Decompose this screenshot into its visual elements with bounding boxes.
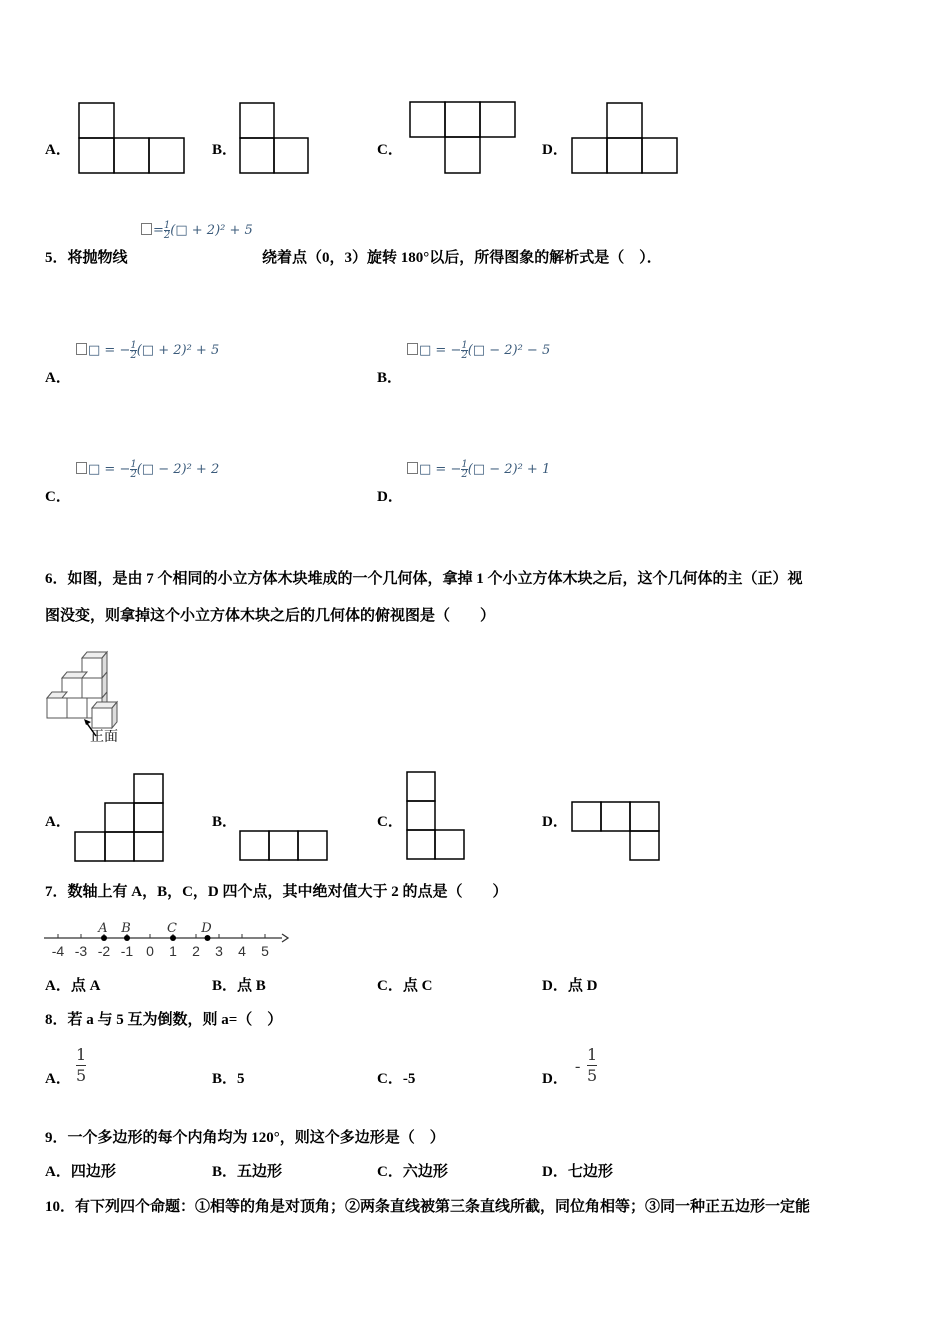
q9-text: 9．一个多边形的每个内角均为 120°，则这个多边形是（ ） bbox=[45, 1130, 445, 1146]
q6-option-d-label[interactable]: D． bbox=[542, 814, 568, 830]
fraction-denominator: 5 bbox=[76, 1066, 87, 1085]
number-line-tick-label: -3 bbox=[74, 943, 88, 959]
fraction-denominator: 5 bbox=[587, 1066, 598, 1085]
q5-suffix: 绕着点（0，3）旋转 180°以后，所得图象的解析式是（ ）． bbox=[262, 250, 662, 266]
fraction-denominator: 2 bbox=[130, 469, 137, 480]
option-label: C． bbox=[377, 1164, 403, 1180]
q9-option-c[interactable] bbox=[377, 1162, 448, 1182]
number-line-tick-label: 0 bbox=[146, 943, 154, 959]
formula-lead: □ = − bbox=[419, 343, 462, 358]
number-line-tick-label: 2 bbox=[192, 943, 200, 959]
option-text: 5 bbox=[237, 1071, 245, 1087]
q7-option-b[interactable] bbox=[212, 976, 266, 996]
q5-option-d-label[interactable]: D． bbox=[377, 489, 403, 505]
q5-formula-tail: (□ + 2)² + 5 bbox=[170, 223, 253, 238]
q8-option-d-label[interactable]: D． bbox=[542, 1071, 568, 1087]
option-text: 四边形 bbox=[70, 1164, 116, 1180]
q5-option-a-formula bbox=[75, 341, 219, 360]
q8-option-d-sign: - bbox=[575, 1058, 581, 1075]
q6-text-line1: 6．如图，是由 7 个相同的小立方体木块堆成的一个几何体，拿掉 1 个小立方体木块之后，这个几何体的主（正）视 bbox=[45, 571, 803, 587]
q4-option-b-figure bbox=[239, 102, 314, 174]
formula-tail: (□ − 2)² + 2 bbox=[136, 462, 220, 477]
q4-option-b-label[interactable]: B． bbox=[212, 142, 238, 158]
option-text: 六边形 bbox=[402, 1164, 448, 1180]
fraction-numerator: 1 bbox=[130, 459, 137, 470]
fraction-numerator: 1 bbox=[76, 1045, 87, 1064]
formula-placeholder-box bbox=[407, 343, 418, 355]
formula-tail: (□ − 2)² − 5 bbox=[467, 343, 551, 358]
formula-placeholder-box bbox=[141, 223, 152, 235]
fraction-numerator: 1 bbox=[587, 1045, 598, 1064]
q9-option-a[interactable] bbox=[45, 1162, 116, 1182]
fraction-denominator: 2 bbox=[163, 230, 171, 241]
q4-option-d-figure bbox=[571, 102, 681, 174]
q6-option-d-figure bbox=[571, 801, 663, 863]
option-text: 七边形 bbox=[567, 1164, 613, 1180]
option-label: A． bbox=[45, 1164, 71, 1180]
number-line-tick-label: 4 bbox=[238, 943, 246, 959]
q8-option-a-fraction bbox=[76, 1045, 86, 1086]
option-label: C． bbox=[377, 978, 403, 994]
option-label: B． bbox=[212, 1071, 238, 1087]
option-label: D． bbox=[542, 1164, 568, 1180]
q6-option-a-label[interactable]: A． bbox=[45, 814, 71, 830]
q6-text-line2: 图没变，则拿掉这个小立方体木块之后的几何体的俯视图是（ ） bbox=[45, 608, 496, 624]
q6-option-b-figure bbox=[239, 830, 331, 862]
fraction-numerator: 1 bbox=[163, 220, 171, 231]
q7-option-d[interactable] bbox=[542, 976, 597, 996]
q4-option-c-label[interactable]: C． bbox=[377, 142, 403, 158]
formula-placeholder-box bbox=[76, 462, 87, 474]
q6-option-c-figure bbox=[406, 771, 468, 863]
q8-option-b[interactable] bbox=[212, 1069, 245, 1089]
q4-option-a-figure bbox=[78, 102, 188, 174]
q5-parabola-formula bbox=[140, 221, 253, 240]
option-text: 点 D bbox=[567, 978, 598, 994]
fraction-numerator: 1 bbox=[461, 459, 468, 470]
option-label: C． bbox=[377, 1071, 403, 1087]
q6-figure-caption: 正面 bbox=[90, 729, 118, 745]
option-text: -5 bbox=[402, 1071, 416, 1087]
q5-option-d-formula bbox=[406, 460, 550, 479]
formula-placeholder-box bbox=[407, 462, 418, 474]
q5-formula-lead: = bbox=[153, 223, 164, 238]
number-line-point-label: B bbox=[121, 921, 131, 936]
fraction-denominator: 2 bbox=[461, 350, 468, 361]
fraction-denominator: 2 bbox=[130, 350, 137, 361]
formula-placeholder-box bbox=[76, 343, 87, 355]
q8-option-c[interactable] bbox=[377, 1069, 415, 1089]
q4-option-a-label[interactable]: A． bbox=[45, 142, 71, 158]
q7-option-c[interactable] bbox=[377, 976, 432, 996]
q5-option-c-formula bbox=[75, 460, 219, 479]
formula-lead: □ = − bbox=[88, 462, 131, 477]
fraction-denominator: 2 bbox=[461, 469, 468, 480]
number-line-point-label: D bbox=[201, 921, 212, 936]
option-label: B． bbox=[212, 978, 238, 994]
q7-option-a[interactable] bbox=[45, 976, 100, 996]
q5-option-b-label[interactable]: B． bbox=[377, 370, 403, 386]
q9-option-b[interactable] bbox=[212, 1162, 282, 1182]
option-text: 五边形 bbox=[237, 1164, 283, 1180]
formula-lead: □ = − bbox=[88, 343, 131, 358]
option-label: B． bbox=[212, 1164, 238, 1180]
q4-option-d-label[interactable]: D． bbox=[542, 142, 568, 158]
q5-option-b-formula bbox=[406, 341, 550, 360]
q8-text: 8．若 a 与 5 互为倒数，则 a=（ ） bbox=[45, 1012, 283, 1028]
fraction-numerator: 1 bbox=[130, 340, 137, 351]
q8-option-a-label[interactable]: A． bbox=[45, 1071, 71, 1087]
q8-option-d-fraction bbox=[587, 1045, 597, 1086]
number-line-tick-label: -4 bbox=[51, 943, 65, 959]
q7-number-line bbox=[44, 914, 289, 962]
number-line-tick-label: 3 bbox=[215, 943, 223, 959]
number-line-tick-label: -1 bbox=[120, 943, 134, 959]
formula-tail: (□ + 2)² + 5 bbox=[136, 343, 220, 358]
q7-text: 7．数轴上有 A，B，C，D 四个点，其中绝对值大于 2 的点是（ ） bbox=[45, 884, 508, 900]
option-text: 点 C bbox=[402, 978, 433, 994]
q10-text: 10．有下列四个命题：①相等的角是对顶角；②两条直线被第三条直线所截，同位角相等；③同一种正五边形一定能 bbox=[45, 1199, 811, 1215]
number-line-arrow bbox=[282, 934, 288, 942]
q5-prefix: 5．将抛物线 bbox=[45, 250, 128, 266]
q9-option-d[interactable] bbox=[542, 1162, 613, 1182]
formula-tail: (□ − 2)² + 1 bbox=[467, 462, 551, 477]
q4-option-c-figure bbox=[409, 101, 519, 176]
option-label: A． bbox=[45, 978, 71, 994]
q6-option-c-label[interactable]: C． bbox=[377, 814, 403, 830]
number-line-point-label: A bbox=[98, 921, 108, 936]
option-text: 点 A bbox=[70, 978, 101, 994]
q5-option-a-label[interactable]: A． bbox=[45, 370, 71, 386]
q5-option-c-label[interactable]: C． bbox=[45, 489, 71, 505]
number-line-tick-label: 5 bbox=[261, 943, 269, 959]
number-line-point-label: C bbox=[167, 921, 177, 936]
number-line-tick-label: 1 bbox=[169, 943, 177, 959]
fraction-numerator: 1 bbox=[461, 340, 468, 351]
q6-option-a-figure bbox=[74, 773, 166, 863]
q6-option-b-label[interactable]: B． bbox=[212, 814, 238, 830]
formula-lead: □ = − bbox=[419, 462, 462, 477]
number-line-tick-label: -2 bbox=[97, 943, 111, 959]
option-label: D． bbox=[542, 978, 568, 994]
option-text: 点 B bbox=[237, 978, 266, 994]
